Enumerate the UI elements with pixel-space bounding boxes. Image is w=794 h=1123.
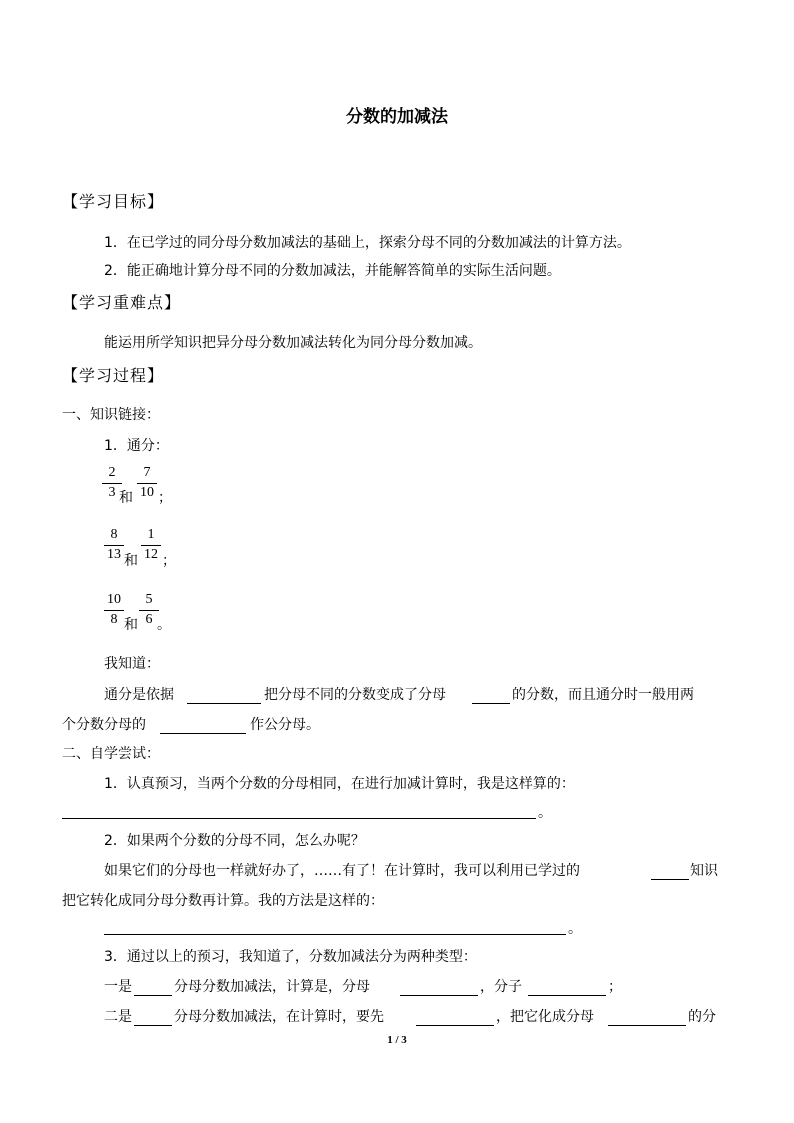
answer-blank[interactable] xyxy=(416,1025,494,1026)
numerator: 10 xyxy=(107,592,121,607)
fill-text: 一是 xyxy=(104,979,132,995)
answer-blank[interactable] xyxy=(608,1025,686,1026)
answer-blank[interactable] xyxy=(187,703,261,704)
answer-line[interactable] xyxy=(104,934,566,935)
answer-blank[interactable] xyxy=(651,879,689,880)
fraction-bar xyxy=(102,483,122,484)
fraction xyxy=(140,527,162,565)
objective-item-2: 2．能正确地计算分母不同的分数加减法，并能解答简单的实际生活问题。 xyxy=(104,263,561,279)
answer-blank[interactable] xyxy=(134,1025,172,1026)
question-3: 3．通过以上的预习，我知道了，分数加减法分为两种类型： xyxy=(104,949,477,965)
answer-blank[interactable] xyxy=(528,995,606,996)
answer-blank[interactable] xyxy=(400,995,478,996)
fill-text: 个分数分母的 xyxy=(62,717,146,733)
fraction-bar xyxy=(141,545,161,546)
numerator: 1 xyxy=(147,527,155,542)
numerator: 7 xyxy=(143,465,151,480)
fill-text: 的分 xyxy=(688,1009,716,1025)
end-punct: 。 xyxy=(157,617,171,633)
page-title: 分数的加减法 xyxy=(346,107,448,127)
fill-text: 通分是依据 xyxy=(104,687,174,703)
page-number: 1 / 3 xyxy=(387,1034,407,1046)
joiner-text: 和 xyxy=(119,490,133,506)
joiner-text: 和 xyxy=(124,617,138,633)
answer-blank[interactable] xyxy=(134,995,172,996)
question-2: 2．如果两个分数的分母不同，怎么办呢？ xyxy=(104,833,365,849)
objective-item-1: 1．在已学过的同分母分数加减法的基础上，探索分母不同的分数加减法的计算方法。 xyxy=(104,235,631,251)
fill-text: 把分母不同的分数变成了分母 xyxy=(264,687,446,703)
fill-text: 作公分母。 xyxy=(250,717,320,733)
end-punct: ； xyxy=(162,553,176,569)
fill-text: 知识 xyxy=(690,863,718,879)
denominator: 6 xyxy=(145,612,153,627)
answer-blank[interactable] xyxy=(160,733,246,734)
part2-title: 二、自学尝试： xyxy=(62,746,160,762)
denominator: 3 xyxy=(108,485,116,500)
numerator: 2 xyxy=(108,465,116,480)
section-heading-process: 【学习过程】 xyxy=(62,366,165,385)
section-heading-keypoints: 【学习重难点】 xyxy=(62,293,182,312)
joiner-text: 和 xyxy=(124,553,138,569)
fill-text: 分母分数加减法，在计算时，要先 xyxy=(174,1009,384,1025)
question-1: 1．认真预习，当两个分数的分母相同，在进行加减计算时，我是这样算的： xyxy=(104,776,575,792)
end-punct: ； xyxy=(158,490,172,506)
part1-title: 一、知识链接： xyxy=(62,407,160,423)
fill-text: ，分子 xyxy=(480,979,522,995)
fill-text: 如果它们的分母也一样就好办了，……有了！在计算时，我可以利用已学过的 xyxy=(104,863,580,879)
fraction-bar xyxy=(104,545,124,546)
end-punct: ； xyxy=(608,979,622,995)
keypoints-text: 能运用所学知识把异分母分数加减法转化为同分母分数加减。 xyxy=(104,335,482,351)
fill-text: 分母分数加减法，计算是，分母 xyxy=(174,979,370,995)
end-punct: 。 xyxy=(538,805,552,821)
fill-text: 把它转化成同分母分数再计算。我的方法是这样的： xyxy=(62,893,384,909)
know-label: 我知道： xyxy=(104,656,160,672)
section-heading-objectives: 【学习目标】 xyxy=(62,192,165,211)
denominator: 10 xyxy=(140,485,154,500)
numerator: 8 xyxy=(110,527,118,542)
fill-text: 二是 xyxy=(104,1009,132,1025)
fill-text: 的分数，而且通分时一般用两 xyxy=(512,687,694,703)
numerator: 5 xyxy=(145,592,153,607)
fill-text: ，把它化成分母 xyxy=(496,1009,594,1025)
denominator: 13 xyxy=(107,547,121,562)
fraction xyxy=(103,527,125,565)
fraction xyxy=(103,592,125,630)
fraction-bar xyxy=(139,610,159,611)
answer-blank[interactable] xyxy=(472,703,510,704)
fraction xyxy=(136,465,158,503)
denominator: 8 xyxy=(110,612,118,627)
fraction-bar xyxy=(104,610,124,611)
part1-sub1: 1．通分： xyxy=(104,438,169,454)
answer-line[interactable] xyxy=(62,818,536,819)
end-punct: 。 xyxy=(568,921,582,937)
denominator: 12 xyxy=(144,547,158,562)
fraction-bar xyxy=(137,483,157,484)
